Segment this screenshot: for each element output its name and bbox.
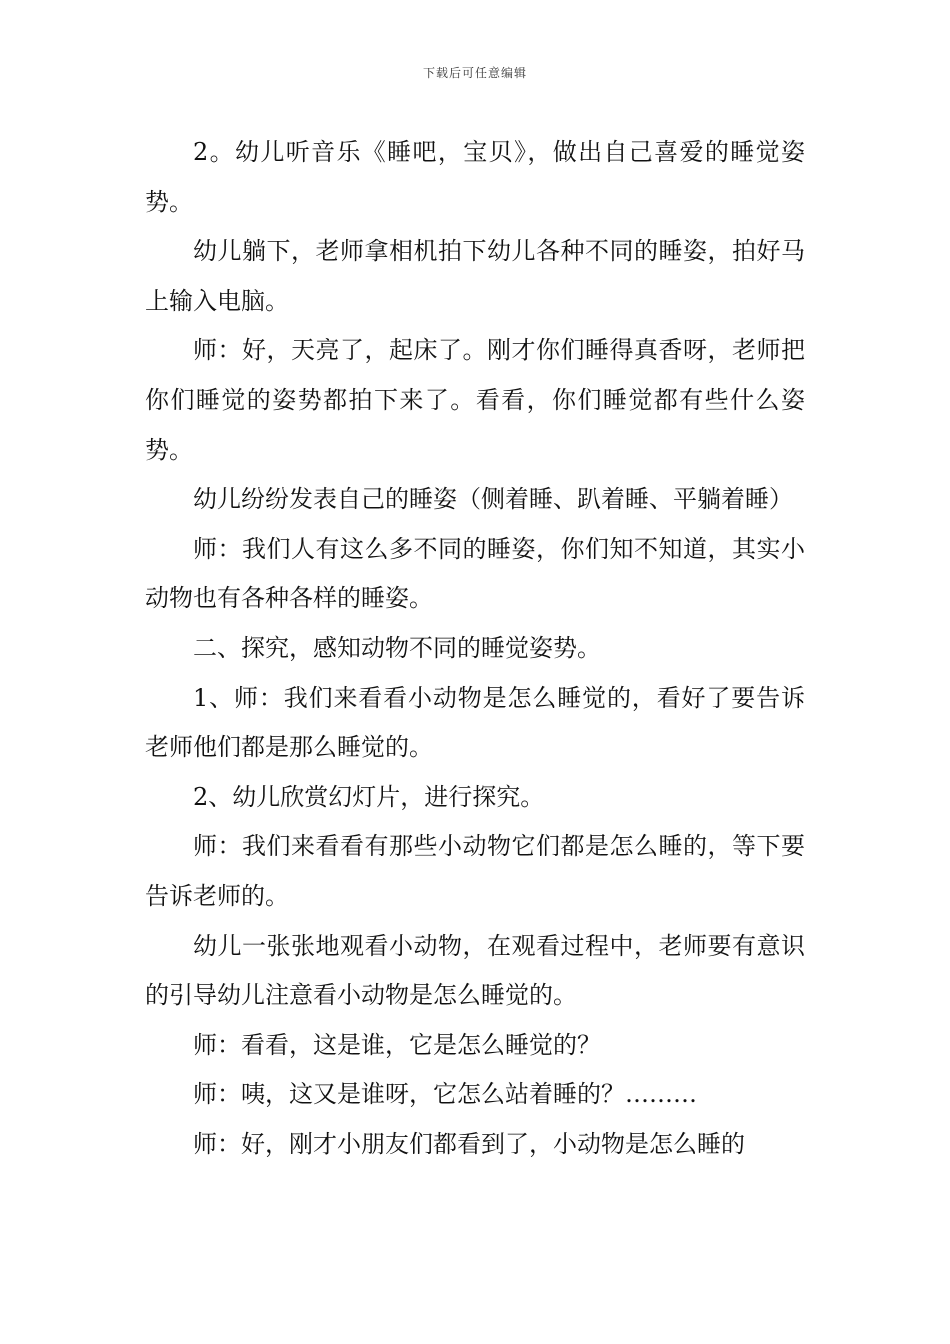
body-text bbox=[145, 128, 805, 1169]
paragraph: 师：我们来看看有那些小动物它们都是怎么睡的，等下要告诉老师的。 bbox=[145, 832, 805, 910]
page-header: 下载后可任意编辑 bbox=[422, 66, 527, 80]
paragraph: 幼儿躺下，老师拿相机拍下幼儿各种不同的睡姿，拍好马上输入电脑。 bbox=[145, 237, 805, 315]
paragraph: 2。幼儿听音乐《睡吧，宝贝》，做出自己喜爱的睡觉姿势。 bbox=[145, 138, 805, 216]
paragraph: 幼儿一张张地观看小动物，在观看过程中，老师要有意识的引导幼儿注意看小动物是怎么睡觉的。 bbox=[145, 931, 805, 1010]
paragraph: 师：好，天亮了，起床了。刚才你们睡得真香呀，老师把你们睡觉的姿势都拍下来了。看看，你们睡觉都有些什么姿势。 bbox=[145, 336, 805, 464]
paragraph: 幼儿纷纷发表自己的睡姿（侧着睡、趴着睡、平躺着睡） bbox=[193, 485, 793, 514]
paragraph: 师：咦，这又是谁呀，它怎么站着睡的？……… bbox=[193, 1080, 697, 1109]
paragraph: 师：好，刚才小朋友们都看到了，小动物是怎么睡的 bbox=[193, 1129, 745, 1158]
paragraph: 二、探究，感知动物不同的睡觉姿势。 bbox=[193, 633, 601, 662]
paragraph: 2、幼儿欣赏幻灯片，进行探究。 bbox=[193, 782, 545, 811]
paragraph: 1、师：我们来看看小动物是怎么睡觉的，看好了要告诉老师他们都是那么睡觉的。 bbox=[145, 683, 805, 762]
paragraph: 师：我们人有这么多不同的睡姿，你们知不知道，其实小动物也有各种各样的睡姿。 bbox=[145, 534, 805, 613]
paragraph: 师：看看，这是谁，它是怎么睡觉的？ bbox=[193, 1030, 601, 1059]
